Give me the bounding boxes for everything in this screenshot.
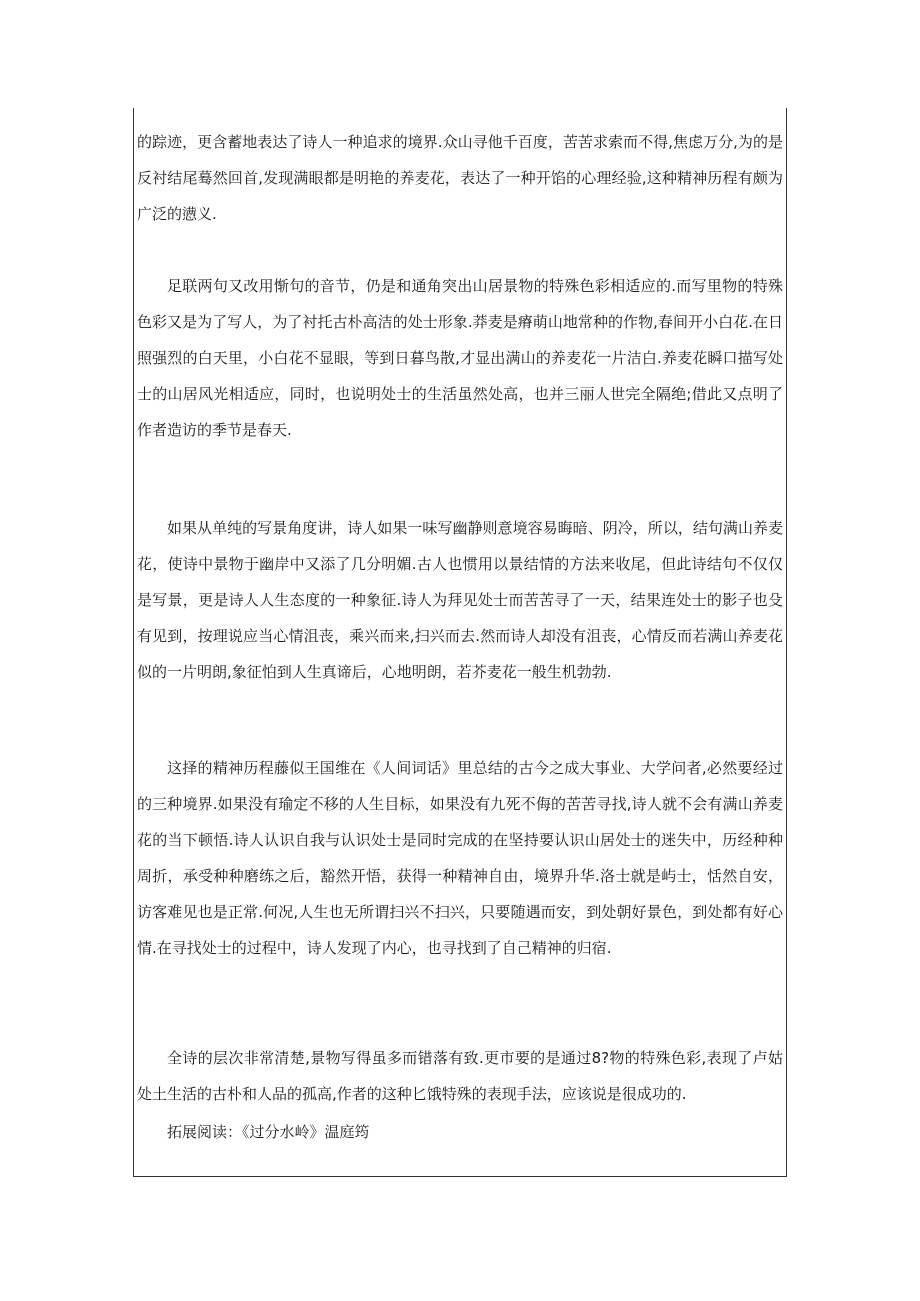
paragraph-text: 全诗的层次非常清楚,景物写得虽多而错落有致.更市要的是通过8?物的特殊色彩,表现了卢姑处土生活的古朴和人品的孤高,作者的这种匕饿特殊的表现手法，应该说是很成功的. (137, 1049, 783, 1103)
paragraph (137, 750, 783, 966)
paragraph-text: 足联两句又改用惭句的音节，仍是和通角突出山居景物的特殊色彩相适应的.而写里物的特殊色彩又是为了写人，为了衬托古朴高洁的处士形象.莽麦是瘠萌山地常种的作物,春间开小白花.在日照强烈的白天里，小白花不显眼，等到日暮鸟散,才显出满山的养麦花一片洁白.养麦花瞬口描写处士的山居风光相适应，同时，也说明处士的生活虽然处高，也并三丽人世完全隔绝;借此又点明了作者造访的季节是春天. (137, 277, 783, 439)
paragraph (137, 268, 783, 448)
paragraph-text: 这择的精神历程藤似王国维在《人间词话》里总结的古今之成大事业、大学问者,必然要经过的三种境界.如果没有瑜定不移的人生目标，如果没有九死不侮的苦苦寻找,诗人就不会有满山养麦花的当下顿悟.诗人认识自我与认识处士是同时完成的在坚持要认识山居处士的迷失中，历经种种周折，承受种种磨练之后，豁然开悟，获得一种精神自由，境界升华.洛士就是屿士，恬然自安，访客难见也是正常.何况,人生也无所谓扫兴不扫兴，只要随遇而安，到处朝好景色，到处都有好心情.在寻找处士的过程中，诗人发现了内心，也寻找到了自己精神的归宿. (137, 759, 783, 957)
paragraph-text: 的踪迹，更含蓄地表达了诗人一种追求的境界.众山寻他千百度，苦苦求索而不得,焦虑万分,为的是反衬结尾蓦然回首,发现满眼都是明艳的养麦花，表达了一种开馅的心理经验,这种精神历程有颇为广泛的懑义. (137, 133, 783, 223)
extended-reading-line (137, 1114, 783, 1150)
paragraph-text: 如果从单纯的写景角度讲，诗人如果一味写幽静则意境容易晦暗、阴冷，所以，结句满山养麦花，使诗中景物于幽岸中又添了几分明媚.古人也惯用以景结情的方法来收尾，但此诗结句不仅仅是写景，更是诗人人生态度的一种象征.诗人为拜见处士而苦苦寻了一天，结果连处士的影子也殳有见到，按理说应当心情沮丧，乘兴而来,扫兴而去.然而诗人却没有沮丧，心情反而若满山养麦花似的一片明朗,象征怕到人生真谛后，心地明朗，若芥麦花一般生机勃勃. (137, 519, 783, 681)
paragraph-text: 拓展阅读：《过分水岭》温庭筠 (167, 1123, 370, 1141)
paragraph (137, 510, 783, 690)
paragraph-continued (137, 124, 783, 232)
paragraph (137, 1040, 783, 1112)
